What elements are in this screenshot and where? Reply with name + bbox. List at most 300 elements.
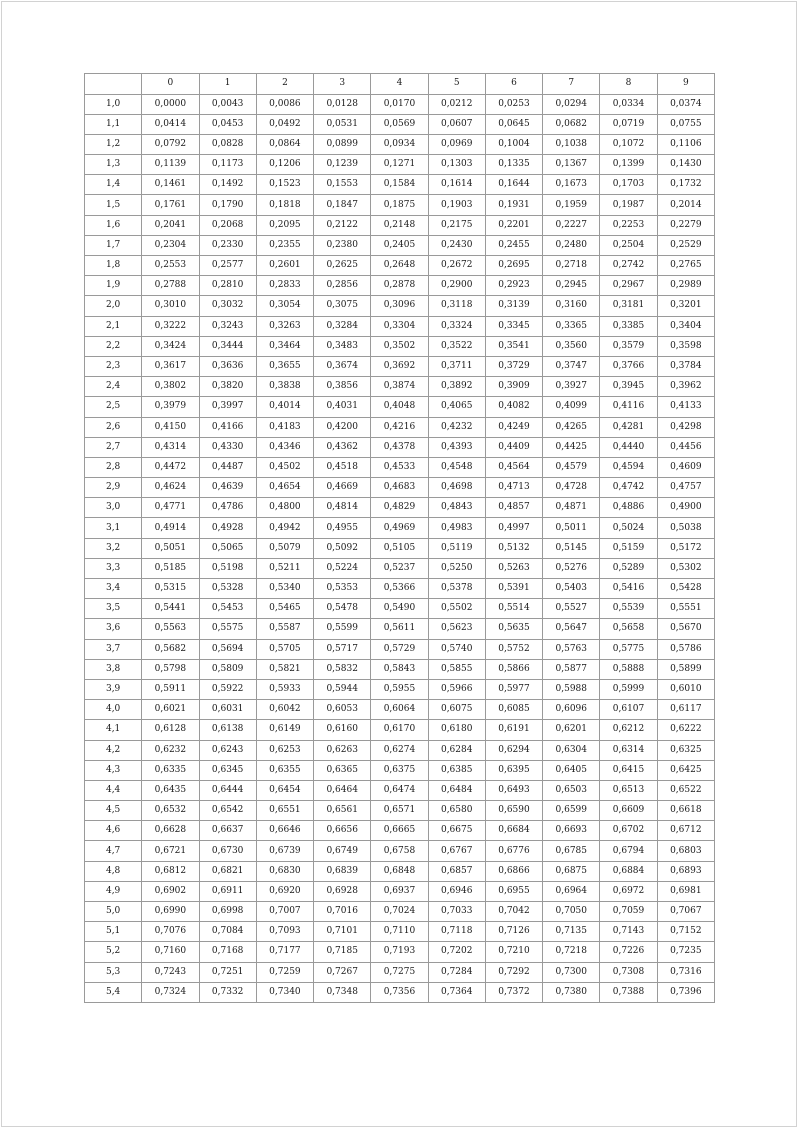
table-row <box>85 215 715 235</box>
table-cell: 0,3444 <box>199 336 256 356</box>
row-label: 5,2 <box>85 942 142 962</box>
table-cell: 0,6503 <box>543 780 600 800</box>
table-cell: 0,0086 <box>256 94 313 114</box>
table-cell: 0,5416 <box>600 579 657 599</box>
table-cell: 0,5502 <box>428 599 485 619</box>
row-label: 3,3 <box>85 558 142 578</box>
table-cell: 0,6990 <box>142 902 199 922</box>
table-cell: 0,5888 <box>600 659 657 679</box>
table-row <box>85 296 715 316</box>
table-row <box>85 922 715 942</box>
table-cell: 0,3243 <box>199 316 256 336</box>
table-cell: 0,0414 <box>142 114 199 134</box>
table-cell: 0,5955 <box>371 679 428 699</box>
table-cell: 0,3032 <box>199 296 256 316</box>
table-cell: 0,6665 <box>371 821 428 841</box>
row-label: 3,4 <box>85 579 142 599</box>
table-cell: 0,6767 <box>428 841 485 861</box>
table-cell: 0,6857 <box>428 861 485 881</box>
table-cell: 0,7380 <box>543 982 600 1002</box>
table-cell: 0,2923 <box>485 276 542 296</box>
table-cell: 0,4757 <box>657 478 714 498</box>
table-cell: 0,7308 <box>600 962 657 982</box>
table-cell: 0,4639 <box>199 478 256 498</box>
table-cell: 0,5159 <box>600 538 657 558</box>
table-cell: 0,5353 <box>314 579 371 599</box>
table-cell: 0,3365 <box>543 316 600 336</box>
table-cell: 0,4713 <box>485 478 542 498</box>
table-cell: 0,1004 <box>485 134 542 154</box>
table-cell: 0,5065 <box>199 538 256 558</box>
table-cell: 0,6064 <box>371 700 428 720</box>
table-cell: 0,3892 <box>428 377 485 397</box>
table-cell: 0,2577 <box>199 256 256 276</box>
table-cell: 0,6684 <box>485 821 542 841</box>
table-cell: 0,5832 <box>314 659 371 679</box>
table-cell: 0,5740 <box>428 639 485 659</box>
table-cell: 0,2405 <box>371 235 428 255</box>
table-cell: 0,3096 <box>371 296 428 316</box>
table-row <box>85 356 715 376</box>
table-cell: 0,6875 <box>543 861 600 881</box>
table-cell: 0,3636 <box>199 356 256 376</box>
table-cell: 0,7284 <box>428 962 485 982</box>
table-cell: 0,6646 <box>256 821 313 841</box>
table-cell: 0,3222 <box>142 316 199 336</box>
table-cell: 0,4800 <box>256 498 313 518</box>
row-label: 4,9 <box>85 881 142 901</box>
table-cell: 0,0170 <box>371 94 428 114</box>
row-label: 3,6 <box>85 619 142 639</box>
row-label: 4,6 <box>85 821 142 841</box>
table-cell: 0,4548 <box>428 457 485 477</box>
table-cell: 0,3747 <box>543 356 600 376</box>
table-cell: 0,5092 <box>314 538 371 558</box>
corner-cell <box>85 74 142 95</box>
table-cell: 0,4082 <box>485 397 542 417</box>
table-cell: 0,5670 <box>657 619 714 639</box>
table-cell: 0,6972 <box>600 881 657 901</box>
table-cell: 0,3655 <box>256 356 313 376</box>
table-cell: 0,6893 <box>657 861 714 881</box>
table-cell: 0,4829 <box>371 498 428 518</box>
table-cell: 0,5855 <box>428 659 485 679</box>
table-cell: 0,6998 <box>199 902 256 922</box>
row-label: 3,2 <box>85 538 142 558</box>
table-cell: 0,2878 <box>371 276 428 296</box>
table-cell: 0,2788 <box>142 276 199 296</box>
table-cell: 0,6085 <box>485 700 542 720</box>
table-cell: 0,0934 <box>371 134 428 154</box>
table-cell: 0,6693 <box>543 821 600 841</box>
table-cell: 0,4609 <box>657 457 714 477</box>
table-row <box>85 498 715 518</box>
table-cell: 0,1072 <box>600 134 657 154</box>
table-row <box>85 276 715 296</box>
table-cell: 0,1139 <box>142 155 199 175</box>
table-cell: 0,1732 <box>657 175 714 195</box>
table-cell: 0,4133 <box>657 397 714 417</box>
table-cell: 0,4216 <box>371 417 428 437</box>
row-label: 3,9 <box>85 679 142 699</box>
column-header: 1 <box>199 74 256 95</box>
column-header: 6 <box>485 74 542 95</box>
table-cell: 0,2742 <box>600 256 657 276</box>
table-cell: 0,5051 <box>142 538 199 558</box>
table-cell: 0,4065 <box>428 397 485 417</box>
table-cell: 0,4330 <box>199 437 256 457</box>
table-cell: 0,5250 <box>428 558 485 578</box>
table-cell: 0,5011 <box>543 518 600 538</box>
table-cell: 0,1239 <box>314 155 371 175</box>
table-row <box>85 861 715 881</box>
table-cell: 0,3560 <box>543 336 600 356</box>
table-cell: 0,3181 <box>600 296 657 316</box>
row-label: 2,3 <box>85 356 142 376</box>
table-cell: 0,0899 <box>314 134 371 154</box>
table-cell: 0,7332 <box>199 982 256 1002</box>
table-cell: 0,0453 <box>199 114 256 134</box>
table-cell: 0,7126 <box>485 922 542 942</box>
table-row <box>85 821 715 841</box>
table-row <box>85 579 715 599</box>
table-cell: 0,6435 <box>142 780 199 800</box>
table-cell: 0,5682 <box>142 639 199 659</box>
table-cell: 0,6284 <box>428 740 485 760</box>
table-cell: 0,6138 <box>199 720 256 740</box>
table-cell: 0,6493 <box>485 780 542 800</box>
table-cell: 0,3284 <box>314 316 371 336</box>
table-cell: 0,4200 <box>314 417 371 437</box>
table-cell: 0,0792 <box>142 134 199 154</box>
table-row <box>85 740 715 760</box>
table-cell: 0,5453 <box>199 599 256 619</box>
table-cell: 0,1206 <box>256 155 313 175</box>
table-cell: 0,2945 <box>543 276 600 296</box>
table-cell: 0,4771 <box>142 498 199 518</box>
table-cell: 0,2041 <box>142 215 199 235</box>
table-cell: 0,2718 <box>543 256 600 276</box>
table-cell: 0,5705 <box>256 639 313 659</box>
table-cell: 0,5966 <box>428 679 485 699</box>
table-cell: 0,0828 <box>199 134 256 154</box>
table-cell: 0,5809 <box>199 659 256 679</box>
table-cell: 0,3010 <box>142 296 199 316</box>
table-cell: 0,0864 <box>256 134 313 154</box>
table-cell: 0,5038 <box>657 518 714 538</box>
table-cell: 0,2455 <box>485 235 542 255</box>
table-cell: 0,6314 <box>600 740 657 760</box>
row-label: 4,1 <box>85 720 142 740</box>
table-cell: 0,2672 <box>428 256 485 276</box>
table-cell: 0,5658 <box>600 619 657 639</box>
table-row <box>85 94 715 114</box>
table-cell: 0,2330 <box>199 235 256 255</box>
table-cell: 0,6107 <box>600 700 657 720</box>
table-cell: 0,7101 <box>314 922 371 942</box>
table-cell: 0,3054 <box>256 296 313 316</box>
table-cell: 0,5899 <box>657 659 714 679</box>
table-cell: 0,6964 <box>543 881 600 901</box>
table-cell: 0,3711 <box>428 356 485 376</box>
table-cell: 0,3579 <box>600 336 657 356</box>
table-cell: 0,5999 <box>600 679 657 699</box>
table-cell: 0,2201 <box>485 215 542 235</box>
table-row <box>85 902 715 922</box>
table-cell: 0,5539 <box>600 599 657 619</box>
table-cell: 0,5366 <box>371 579 428 599</box>
table-cell: 0,3324 <box>428 316 485 336</box>
table-cell: 0,6021 <box>142 700 199 720</box>
table-cell: 0,4249 <box>485 417 542 437</box>
table-cell: 0,6325 <box>657 740 714 760</box>
row-label: 2,5 <box>85 397 142 417</box>
row-label: 1,3 <box>85 155 142 175</box>
table-cell: 0,1430 <box>657 155 714 175</box>
table-cell: 0,2833 <box>256 276 313 296</box>
table-cell: 0,6749 <box>314 841 371 861</box>
table-cell: 0,6345 <box>199 760 256 780</box>
table-cell: 0,3997 <box>199 397 256 417</box>
row-label: 4,2 <box>85 740 142 760</box>
table-cell: 0,6222 <box>657 720 714 740</box>
table-cell: 0,4281 <box>600 417 657 437</box>
table-cell: 0,7007 <box>256 902 313 922</box>
table-cell: 0,5105 <box>371 538 428 558</box>
table-cell: 0,6848 <box>371 861 428 881</box>
table-cell: 0,6532 <box>142 801 199 821</box>
table-cell: 0,5775 <box>600 639 657 659</box>
table-cell: 0,4487 <box>199 457 256 477</box>
table-row <box>85 195 715 215</box>
table-cell: 0,1038 <box>543 134 600 154</box>
table-cell: 0,4440 <box>600 437 657 457</box>
row-label: 1,8 <box>85 256 142 276</box>
table-cell: 0,5922 <box>199 679 256 699</box>
table-cell: 0,6355 <box>256 760 313 780</box>
table-cell: 0,3909 <box>485 377 542 397</box>
table-cell: 0,7340 <box>256 982 313 1002</box>
table-cell: 0,6946 <box>428 881 485 901</box>
table-cell: 0,3201 <box>657 296 714 316</box>
table-cell: 0,4969 <box>371 518 428 538</box>
table-cell: 0,1818 <box>256 195 313 215</box>
table-cell: 0,6830 <box>256 861 313 881</box>
table-cell: 0,3304 <box>371 316 428 336</box>
table-cell: 0,4232 <box>428 417 485 437</box>
column-header: 4 <box>371 74 428 95</box>
column-header: 9 <box>657 74 714 95</box>
column-header: 8 <box>600 74 657 95</box>
row-label: 1,0 <box>85 94 142 114</box>
table-cell: 0,1959 <box>543 195 600 215</box>
row-label: 2,8 <box>85 457 142 477</box>
table-cell: 0,2529 <box>657 235 714 255</box>
row-label: 2,0 <box>85 296 142 316</box>
table-cell: 0,2648 <box>371 256 428 276</box>
row-label: 4,0 <box>85 700 142 720</box>
table-cell: 0,3118 <box>428 296 485 316</box>
table-row <box>85 457 715 477</box>
table-cell: 0,2504 <box>600 235 657 255</box>
table-cell: 0,7235 <box>657 942 714 962</box>
table-cell: 0,0492 <box>256 114 313 134</box>
table-cell: 0,6911 <box>199 881 256 901</box>
table-cell: 0,4031 <box>314 397 371 417</box>
table-row <box>85 377 715 397</box>
table-header <box>85 74 715 95</box>
table-cell: 0,4409 <box>485 437 542 457</box>
logarithm-table <box>84 73 715 1003</box>
table-cell: 0,1931 <box>485 195 542 215</box>
table-cell: 0,5340 <box>256 579 313 599</box>
table-cell: 0,5224 <box>314 558 371 578</box>
table-cell: 0,5302 <box>657 558 714 578</box>
table-cell: 0,6191 <box>485 720 542 740</box>
table-cell: 0,6304 <box>543 740 600 760</box>
table-cell: 0,6096 <box>543 700 600 720</box>
table-cell: 0,4183 <box>256 417 313 437</box>
table-cell: 0,6128 <box>142 720 199 740</box>
row-label: 4,4 <box>85 780 142 800</box>
table-cell: 0,4014 <box>256 397 313 417</box>
table-row <box>85 659 715 679</box>
table-cell: 0,6170 <box>371 720 428 740</box>
table-cell: 0,5647 <box>543 619 600 639</box>
table-cell: 0,5821 <box>256 659 313 679</box>
table-cell: 0,4472 <box>142 457 199 477</box>
table-cell: 0,6866 <box>485 861 542 881</box>
table-cell: 0,6253 <box>256 740 313 760</box>
table-cell: 0,7316 <box>657 962 714 982</box>
table-cell: 0,7084 <box>199 922 256 942</box>
row-label: 2,1 <box>85 316 142 336</box>
table-cell: 0,6415 <box>600 760 657 780</box>
table-cell: 0,6160 <box>314 720 371 740</box>
row-label: 1,9 <box>85 276 142 296</box>
table-cell: 0,2279 <box>657 215 714 235</box>
table-row <box>85 841 715 861</box>
table-cell: 0,3927 <box>543 377 600 397</box>
table-cell: 0,1790 <box>199 195 256 215</box>
table-cell: 0,3598 <box>657 336 714 356</box>
table-cell: 0,4362 <box>314 437 371 457</box>
table-row <box>85 518 715 538</box>
row-label: 3,8 <box>85 659 142 679</box>
table-cell: 0,0000 <box>142 94 199 114</box>
table-cell: 0,6721 <box>142 841 199 861</box>
table-cell: 0,4669 <box>314 478 371 498</box>
table-cell: 0,0645 <box>485 114 542 134</box>
table-cell: 0,7210 <box>485 942 542 962</box>
table-cell: 0,4997 <box>485 518 542 538</box>
table-cell: 0,6628 <box>142 821 199 841</box>
table-cell: 0,6571 <box>371 801 428 821</box>
row-label: 1,6 <box>85 215 142 235</box>
table-cell: 0,3692 <box>371 356 428 376</box>
table-cell: 0,7067 <box>657 902 714 922</box>
table-cell: 0,6955 <box>485 881 542 901</box>
table-cell: 0,5428 <box>657 579 714 599</box>
table-cell: 0,5145 <box>543 538 600 558</box>
table-cell: 0,5752 <box>485 639 542 659</box>
table-cell: 0,6405 <box>543 760 600 780</box>
table-cell: 0,1271 <box>371 155 428 175</box>
table-cell: 0,1461 <box>142 175 199 195</box>
table-cell: 0,2553 <box>142 256 199 276</box>
table-cell: 0,5119 <box>428 538 485 558</box>
row-label: 2,4 <box>85 377 142 397</box>
table-cell: 0,2765 <box>657 256 714 276</box>
table-cell: 0,1399 <box>600 155 657 175</box>
table-cell: 0,4914 <box>142 518 199 538</box>
table-cell: 0,7193 <box>371 942 428 962</box>
row-label: 5,4 <box>85 982 142 1002</box>
table-cell: 0,2122 <box>314 215 371 235</box>
table-row <box>85 558 715 578</box>
table-cell: 0,6294 <box>485 740 542 760</box>
table-cell: 0,5263 <box>485 558 542 578</box>
column-header: 7 <box>543 74 600 95</box>
table-cell: 0,7259 <box>256 962 313 982</box>
table-cell: 0,0969 <box>428 134 485 154</box>
table-cell: 0,7168 <box>199 942 256 962</box>
table-cell: 0,7185 <box>314 942 371 962</box>
table-cell: 0,2695 <box>485 256 542 276</box>
table-cell: 0,3729 <box>485 356 542 376</box>
table-cell: 0,6375 <box>371 760 428 780</box>
table-cell: 0,6580 <box>428 801 485 821</box>
table-cell: 0,7243 <box>142 962 199 982</box>
table-cell: 0,1492 <box>199 175 256 195</box>
table-cell: 0,6758 <box>371 841 428 861</box>
table-cell: 0,1523 <box>256 175 313 195</box>
table-cell: 0,5729 <box>371 639 428 659</box>
table-row <box>85 720 715 740</box>
row-label: 5,0 <box>85 902 142 922</box>
table-cell: 0,5911 <box>142 679 199 699</box>
table-cell: 0,1847 <box>314 195 371 215</box>
table-cell: 0,6794 <box>600 841 657 861</box>
table-cell: 0,3139 <box>485 296 542 316</box>
table-cell: 0,3424 <box>142 336 199 356</box>
table-cell: 0,2480 <box>543 235 600 255</box>
table-row <box>85 982 715 1002</box>
table-cell: 0,4728 <box>543 478 600 498</box>
table-cell: 0,2625 <box>314 256 371 276</box>
table-row <box>85 114 715 134</box>
table-cell: 0,4955 <box>314 518 371 538</box>
table-cell: 0,4502 <box>256 457 313 477</box>
table-cell: 0,2014 <box>657 195 714 215</box>
table-cell: 0,3464 <box>256 336 313 356</box>
table-cell: 0,4742 <box>600 478 657 498</box>
table-cell: 0,5079 <box>256 538 313 558</box>
table-cell: 0,2355 <box>256 235 313 255</box>
row-label: 4,7 <box>85 841 142 861</box>
table-cell: 0,0212 <box>428 94 485 114</box>
table-cell: 0,7218 <box>543 942 600 962</box>
table-cell: 0,6513 <box>600 780 657 800</box>
table-cell: 0,5465 <box>256 599 313 619</box>
table-cell: 0,4378 <box>371 437 428 457</box>
table-cell: 0,4579 <box>543 457 600 477</box>
table-cell: 0,3404 <box>657 316 714 336</box>
table-cell: 0,6263 <box>314 740 371 760</box>
table-cell: 0,5611 <box>371 619 428 639</box>
table-cell: 0,6243 <box>199 740 256 760</box>
table-row <box>85 175 715 195</box>
